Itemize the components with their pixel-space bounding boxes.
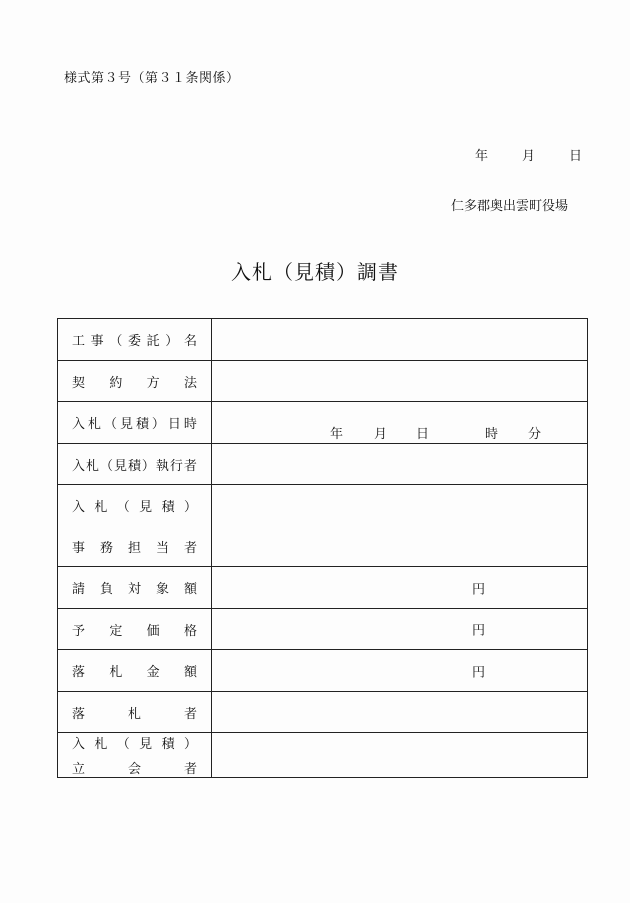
label-char: 方 bbox=[146, 375, 160, 391]
label-char: 務 bbox=[99, 540, 113, 556]
date-day-unit: 日 bbox=[568, 149, 582, 164]
table-row bbox=[58, 692, 588, 733]
label-char: 積 bbox=[135, 417, 149, 432]
label-char: 託 bbox=[146, 334, 160, 349]
label-char: （ bbox=[109, 334, 123, 349]
label-char: 見 bbox=[139, 499, 153, 515]
label-char: 入 bbox=[72, 458, 86, 474]
label-char: 事 bbox=[72, 540, 86, 556]
label-char: （ bbox=[116, 499, 130, 515]
table-row bbox=[58, 361, 588, 402]
label-char: 時 bbox=[183, 417, 197, 432]
label-char: 札 bbox=[94, 737, 108, 752]
label-char: 落 bbox=[72, 706, 86, 722]
value-contract-method[interactable] bbox=[212, 361, 588, 402]
label-char: 札 bbox=[87, 417, 101, 432]
label-char: 見 bbox=[113, 458, 127, 474]
label-char: 額 bbox=[183, 582, 197, 597]
label-char: 者 bbox=[183, 458, 197, 474]
label-char: 会 bbox=[127, 762, 141, 777]
datetime-hour-unit: 時 bbox=[485, 426, 499, 442]
label-char: 当 bbox=[155, 540, 169, 556]
label-char: 契 bbox=[72, 375, 86, 391]
label-winning-bid-amount bbox=[58, 650, 212, 692]
label-char: 札 bbox=[94, 499, 108, 515]
label-char: 格 bbox=[183, 623, 197, 639]
label-char: 委 bbox=[127, 334, 141, 349]
label-bid-executor bbox=[58, 444, 212, 485]
table-row bbox=[58, 444, 588, 485]
label-char: 見 bbox=[139, 737, 153, 752]
label-char: ） bbox=[165, 334, 179, 349]
label-char: 札 bbox=[127, 706, 141, 722]
label-winning-bidder bbox=[58, 692, 212, 733]
label-planned-price bbox=[58, 609, 212, 650]
label-char: 入 bbox=[72, 417, 86, 432]
label-char: 約 bbox=[109, 375, 123, 391]
table-row bbox=[58, 733, 588, 778]
table-row bbox=[58, 650, 588, 692]
label-char: 札 bbox=[109, 665, 123, 680]
label-char: 定 bbox=[109, 623, 123, 639]
label-char: 行 bbox=[169, 458, 183, 474]
label-char: 落 bbox=[72, 665, 86, 680]
label-char: 者 bbox=[183, 540, 197, 556]
value-contract-target-amount[interactable] bbox=[212, 567, 588, 609]
label-bid-datetime bbox=[58, 402, 212, 444]
label-char: ） bbox=[183, 737, 197, 752]
label-char: 入 bbox=[72, 737, 86, 752]
value-project-name[interactable] bbox=[212, 319, 588, 361]
form-number: 様式第３号（第３１条関係） bbox=[64, 71, 240, 86]
label-char: 積 bbox=[127, 458, 141, 474]
label-char: ） bbox=[151, 417, 165, 432]
label-char: 対 bbox=[127, 582, 141, 597]
datetime-month-unit: 月 bbox=[374, 426, 388, 442]
label-contract-target-amount bbox=[58, 567, 212, 609]
value-planned-price[interactable] bbox=[212, 609, 588, 650]
datetime-minute-unit: 分 bbox=[528, 426, 542, 442]
label-bid-witness bbox=[58, 733, 212, 778]
date-month-unit: 月 bbox=[521, 149, 535, 164]
date-line bbox=[475, 145, 582, 164]
label-char: 工 bbox=[72, 334, 86, 349]
label-contract-method bbox=[58, 361, 212, 402]
label-char: 積 bbox=[161, 499, 175, 515]
table-row bbox=[58, 567, 588, 609]
table-row bbox=[58, 485, 588, 567]
yen-unit: 円 bbox=[472, 623, 486, 639]
yen-unit: 円 bbox=[472, 665, 486, 680]
value-winning-bid-amount[interactable] bbox=[212, 650, 588, 692]
label-char: ） bbox=[183, 499, 197, 515]
label-char: 価 bbox=[146, 623, 160, 639]
label-char: 担 bbox=[127, 540, 141, 556]
label-char: 札 bbox=[85, 458, 99, 474]
label-bid-clerk bbox=[58, 485, 212, 567]
table-row bbox=[58, 402, 588, 444]
label-char: （ bbox=[99, 458, 113, 474]
label-char: （ bbox=[103, 417, 117, 432]
label-char: 者 bbox=[183, 706, 197, 722]
date-year-unit: 年 bbox=[474, 149, 488, 164]
yen-unit: 円 bbox=[472, 582, 486, 597]
label-char: 立 bbox=[72, 762, 86, 777]
label-char: ） bbox=[141, 458, 155, 474]
label-char: 名 bbox=[183, 334, 197, 349]
value-bid-clerk[interactable] bbox=[212, 485, 588, 567]
value-bid-witness[interactable] bbox=[212, 733, 588, 778]
value-bid-executor[interactable] bbox=[212, 444, 588, 485]
datetime-day-unit: 日 bbox=[416, 426, 430, 442]
label-char: 象 bbox=[155, 582, 169, 597]
label-project-name bbox=[58, 319, 212, 361]
document-title: 入札（見積）調書 bbox=[231, 260, 399, 284]
office-name: 仁多郡奥出雲町役場 bbox=[450, 199, 568, 214]
table-row bbox=[58, 609, 588, 650]
value-winning-bidder[interactable] bbox=[212, 692, 588, 733]
value-bid-datetime[interactable] bbox=[212, 402, 588, 444]
label-char: 見 bbox=[119, 417, 133, 432]
label-char: 額 bbox=[183, 665, 197, 680]
label-char: 入 bbox=[72, 499, 86, 515]
label-char: 日 bbox=[167, 417, 181, 432]
label-char: 法 bbox=[183, 375, 197, 391]
datetime-year-unit: 年 bbox=[330, 426, 344, 442]
label-char: 金 bbox=[146, 665, 160, 680]
label-char: 者 bbox=[183, 762, 197, 777]
label-char: （ bbox=[116, 737, 130, 752]
label-char: 事 bbox=[90, 334, 104, 349]
label-char: 請 bbox=[72, 582, 86, 597]
label-char: 予 bbox=[72, 623, 86, 639]
bid-record-table bbox=[57, 318, 588, 778]
table-row bbox=[58, 319, 588, 361]
label-char: 積 bbox=[161, 737, 175, 752]
label-char: 負 bbox=[99, 582, 113, 597]
label-char: 執 bbox=[155, 458, 169, 474]
